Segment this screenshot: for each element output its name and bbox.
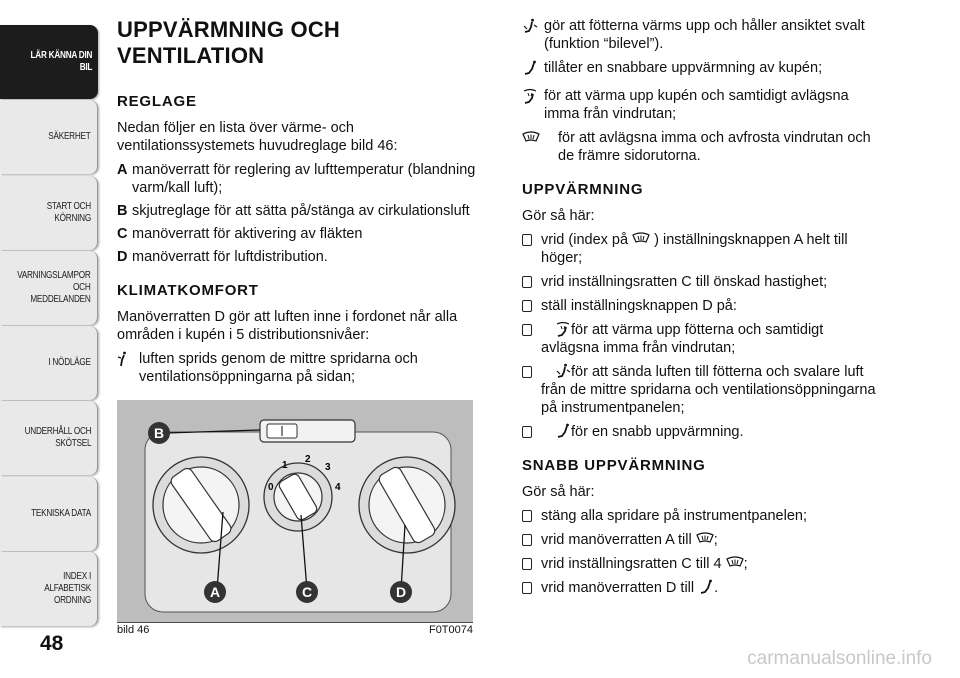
klimat-heading: KLIMATKOMFORT xyxy=(117,282,259,299)
list-item: för en snabb uppvärmning. xyxy=(522,423,882,441)
list-item: vrid inställningsratten C till önskad hastighet; xyxy=(522,273,882,291)
chapter-sidebar xyxy=(0,0,100,678)
control-item: B skjutreglage för att sätta på/stänga av cirkulationsluft xyxy=(117,203,470,219)
checkbox-bullet-icon xyxy=(522,510,532,522)
page-number: 48 xyxy=(40,632,64,655)
quick-heading: SNABB UPPVÄRMNING xyxy=(522,457,706,474)
feet-windscreen-icon xyxy=(555,321,571,337)
mode-item: tillåter en snabbare uppvärmning av kupén; xyxy=(522,59,882,81)
checkbox-bullet-icon xyxy=(522,582,532,594)
checkbox-bullet-icon xyxy=(522,366,532,378)
control-panel-figure xyxy=(117,400,473,636)
quick-intro: Gör så här: xyxy=(522,484,595,500)
tab-lar-kanna-din-bil[interactable]: LÄR KÄNNA DIN BIL xyxy=(0,25,98,99)
control-item: D manöverratt för luftdistribution. xyxy=(117,249,328,265)
feet-icon xyxy=(555,423,571,439)
right-column xyxy=(522,17,882,603)
callout-a: A xyxy=(209,584,221,600)
mode-item: för att avlägsna imma och avfrosta vindrutan och de främre sidorutorna. xyxy=(522,129,882,165)
fan-speed-2: 2 xyxy=(305,454,311,465)
checkbox-bullet-icon xyxy=(522,276,532,288)
feet-face-icon xyxy=(555,363,571,379)
list-item: ställ inställningsknappen D på: xyxy=(522,297,882,315)
tab-start-och-korning[interactable]: START OCH KÖRNING xyxy=(0,176,98,250)
callout-d: D xyxy=(395,584,407,600)
feet-icon xyxy=(522,59,544,81)
list-item: vrid manöverratten D till . xyxy=(522,579,882,597)
list-item: stäng alla spridare på instrumentpanelen; xyxy=(522,507,882,525)
callout-c: C xyxy=(301,584,313,600)
control-item: C manöverratt för aktivering av fläkten xyxy=(117,226,363,242)
list-item: för att värma upp fötterna och samtidigt avlägsna imma från vindrutan; xyxy=(522,321,882,357)
fan-speed-3: 3 xyxy=(325,462,331,473)
mode-item: för att värma upp kupén och samtidigt avlägsna imma från vindrutan; xyxy=(522,87,882,123)
feet-face-icon xyxy=(522,17,544,53)
tab-varningslampor[interactable]: VARNINGSLAMPOR OCH MEDDELANDEN xyxy=(0,251,98,325)
tab-sakerhet[interactable]: SÄKERHET xyxy=(0,100,98,174)
face-vent-icon xyxy=(117,350,139,386)
feet-icon xyxy=(698,579,714,595)
list-item: vrid inställningsratten C till 4 ; xyxy=(522,555,882,573)
checkbox-bullet-icon xyxy=(522,300,532,312)
heating-intro: Gör så här: xyxy=(522,208,595,224)
defrost-icon xyxy=(632,231,650,247)
reglage-heading: REGLAGE xyxy=(117,93,197,110)
klimat-intro: Manöverratten D gör att luften inne i fordonet når alla områden i kupén i 5 distributionsnivåer: xyxy=(117,309,458,343)
list-item: för att sända luften till fötterna och svalare luft från de mittre spridarna och ventilationsöppningarna på instrumentpanelen; xyxy=(522,363,882,417)
fan-speed-1: 1 xyxy=(282,460,288,471)
list-item: vrid (index på ) inställningsknappen A helt till höger; xyxy=(522,231,882,267)
control-item: A manöverratt för reglering av lufttemperatur (blandning varm/kall luft); xyxy=(117,162,476,196)
watermark: carmanualsonline.info xyxy=(747,648,932,669)
checkbox-bullet-icon xyxy=(522,324,532,336)
callout-b: B xyxy=(153,425,165,441)
tab-index[interactable]: INDEX I ALFABETISK ORDNING xyxy=(0,552,98,626)
mode-item: gör att fötterna värms upp och håller ansiktet svalt (funktion “bilevel”). xyxy=(522,17,882,53)
fan-speed-0: 0 xyxy=(268,482,274,493)
list-item: vrid manöverratten A till ; xyxy=(522,531,882,549)
fan-speed-4: 4 xyxy=(335,482,341,493)
page-title: UPPVÄRMNING OCH VENTILATION xyxy=(117,17,341,68)
left-column xyxy=(117,17,487,392)
checkbox-bullet-icon xyxy=(522,426,532,438)
figure-caption: bild 46 xyxy=(117,624,150,636)
defrost-icon xyxy=(726,555,744,571)
tab-underhall-och-skotsel[interactable]: UNDERHÅLL OCH SKÖTSEL xyxy=(0,401,98,475)
checkbox-bullet-icon xyxy=(522,534,532,546)
figure-code: F0T0074 xyxy=(428,624,473,636)
mode-item: luften sprids genom de mittre spridarna och ventilationsöppningarna på sidan; xyxy=(117,350,487,386)
hvac-control-panel-illustration xyxy=(117,400,473,636)
feet-windscreen-icon xyxy=(522,87,544,123)
reglage-intro: Nedan följer en lista över värme- och ventilationssystemets huvudreglage bild 46: xyxy=(117,120,398,154)
checkbox-bullet-icon xyxy=(522,234,532,246)
tab-i-nodlage[interactable]: I NÖDLÄGE xyxy=(0,326,98,400)
heating-heading: UPPVÄRMNING xyxy=(522,181,644,198)
defrost-icon xyxy=(522,129,558,165)
tab-tekniska-data[interactable]: TEKNISKA DATA xyxy=(0,477,98,551)
checkbox-bullet-icon xyxy=(522,558,532,570)
defrost-icon xyxy=(696,531,714,547)
